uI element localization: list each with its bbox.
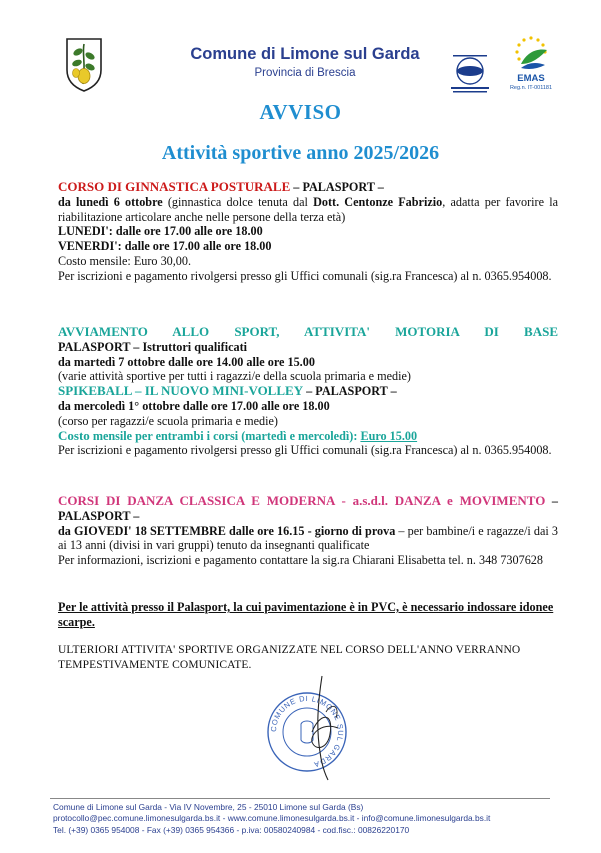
section-heading: AVVIAMENTO ALLO SPORT, ATTIVITA' MOTORIA DI BASE bbox=[58, 324, 558, 339]
closing-block bbox=[58, 643, 558, 673]
desc-text: – per bambine/i e ragazze/i dai 3 ai 13 anni (divisi in vari gruppi) tenuto da insegnanti qualificate bbox=[58, 523, 558, 553]
notice-title: AVVISO bbox=[259, 100, 342, 124]
emas-emblem-icon bbox=[507, 34, 555, 74]
footer-address: Comune di Limone sul Garda - Via IV Novembre, 25 - 25010 Limone sul Garda (Bs) bbox=[53, 802, 364, 812]
info-text: Per informazioni, iscrizioni e pagamento contattare la sig.ra Chiarani Elisabetta tel. n. 348 7307628 bbox=[58, 553, 543, 568]
section-location: – PALASPORT – bbox=[58, 494, 558, 523]
section-location: PALASPORT – Istruttori qualificati bbox=[58, 339, 248, 354]
cost-desc: mensile per entrambi i corsi (martedì e mercoledì): bbox=[89, 428, 361, 443]
schedule-tuesday: da martedì 7 ottobre dalle ore 14.00 alle ore 15.00 bbox=[58, 354, 315, 369]
info-text: Per iscrizioni e pagamento rivolgersi presso gli Uffici comunali (sig.ra Francesca) al n. 0365.954008. bbox=[58, 268, 552, 283]
certification-logo-icon bbox=[447, 52, 493, 96]
section-location: – PALASPORT – bbox=[303, 384, 397, 399]
emas-logo bbox=[507, 34, 555, 96]
closing-text: ULTERIORI ATTIVITA' SPORTIVE ORGANIZZATE NEL CORSO DELL'ANNO VERRANNO TEMPESTIVAMENTE COMUNICATE. bbox=[58, 644, 521, 671]
schedule-friday: VENERDI': dalle ore 17.00 alle ore 18.00 bbox=[58, 239, 272, 254]
org-province: Provincia di Brescia bbox=[254, 67, 356, 79]
emas-reg: Reg.n. IT-001181 bbox=[509, 85, 553, 91]
emas-label: EMAS bbox=[517, 73, 545, 84]
coat-of-arms-icon bbox=[64, 36, 104, 92]
signature bbox=[282, 672, 362, 782]
section-heading: CORSO DI GINNASTICA POSTURALE bbox=[58, 179, 291, 194]
warning-block bbox=[58, 600, 558, 630]
cost-amount: Euro 15.00 bbox=[360, 428, 418, 443]
section-location: – PALASPORT – bbox=[290, 180, 384, 194]
info-text: Per iscrizioni e pagamento rivolgersi presso gli Uffici comunali (sig.ra Francesca) al n. 0365.954008. bbox=[58, 443, 552, 458]
spikeball-heading: SPIKEBALL – IL NUOVO MINI-VOLLEY bbox=[58, 383, 304, 399]
footer-divider bbox=[50, 798, 550, 799]
schedule-thursday: da GIOVEDI' 18 SETTEMBRE dalle ore 16.15 - giorno di prova bbox=[58, 523, 396, 538]
footer-contacts: protocollo@pec.comune.limonesulgarda.bs.it - www.comune.limonesulgarda.bs.it - info@comune.limonesulgarda.bs.it bbox=[53, 813, 491, 824]
cost-text: Costo mensile: Euro 30,00. bbox=[58, 253, 192, 268]
org-name: Comune di Limone sul Garda bbox=[190, 45, 420, 63]
letterhead bbox=[0, 0, 601, 100]
section-posture-gym bbox=[58, 180, 558, 284]
desc-text: (ginnastica dolce tenuta dal bbox=[162, 194, 314, 209]
warning-text: Per le attività presso il Palasport, la cui pavimentazione è in PVC, è necessario indossare idonee scarpe. bbox=[58, 600, 554, 629]
footer-phone-tax: Tel. (+39) 0365 954008 - Fax (+39) 0365 954366 - p.iva: 00580240984 - cod.fisc.: 00826220170 bbox=[53, 824, 410, 835]
section-dance bbox=[58, 494, 558, 568]
stamp-text: COMUNE DI LIMONE SUL GARDA bbox=[268, 693, 346, 770]
schedule-monday: LUNEDI': dalle ore 17.00 alle ore 18.00 bbox=[58, 224, 263, 239]
section-heading: CORSI DI DANZA CLASSICA E MODERNA - a.s.d.l. DANZA e MOVIMENTO bbox=[58, 493, 546, 508]
desc-text: , adatta per favorire la riabilitazione articolare anche nelle persone della terza età) bbox=[58, 194, 558, 224]
footer bbox=[53, 802, 553, 836]
start-date: da lunedì 6 ottobre bbox=[58, 194, 163, 209]
schedule-wednesday: da mercoledì 1° ottobre dalle ore 17.00 alle ore 18.00 bbox=[58, 398, 330, 413]
instructor-name: Dott. Centonze Fabrizio bbox=[313, 194, 443, 209]
course-note: (corso per ragazzi/e scuola primaria e medie) bbox=[58, 413, 278, 428]
section-sport-intro bbox=[58, 325, 558, 458]
course-note: (varie attività sportive per tutti i ragazzi/e della scuola primaria e medie) bbox=[58, 369, 411, 384]
cost-label: Costo bbox=[58, 427, 90, 443]
notice-subtitle: Attività sportive anno 2025/2026 bbox=[161, 142, 440, 164]
